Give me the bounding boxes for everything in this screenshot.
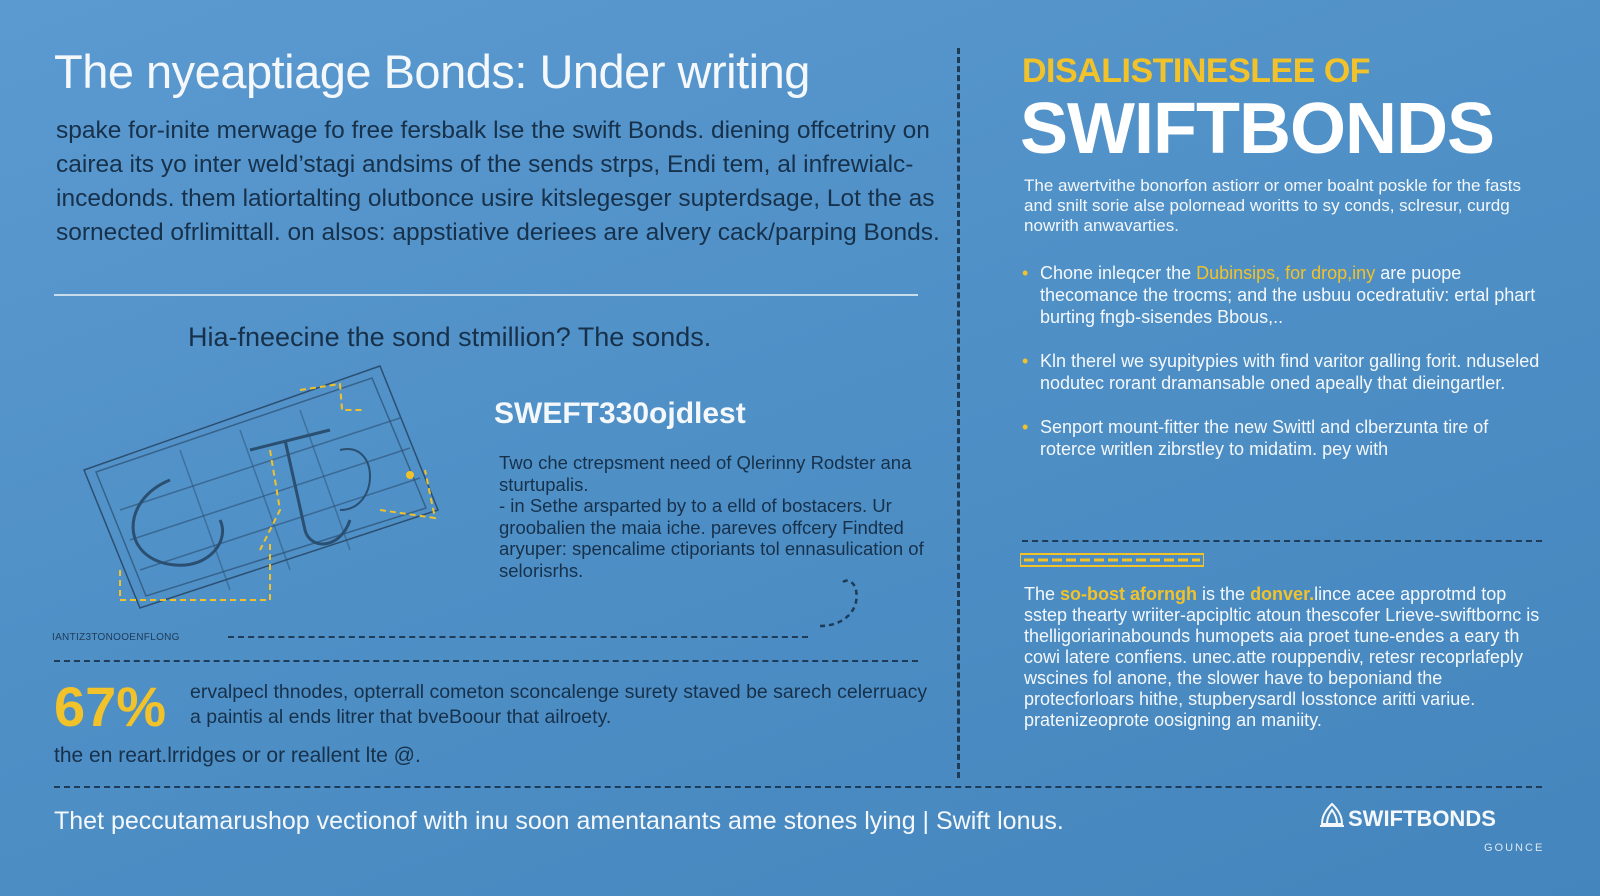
brand-logo-icon [1318, 802, 1346, 830]
brand-name: SWIFTBONDS [1348, 806, 1496, 831]
illustration-caption: IANTIZ3TONOOENFLONG [52, 632, 180, 643]
bullet-icon: • [1022, 351, 1029, 371]
decorative-strip [1020, 552, 1204, 568]
list-item: • Chone inleqcer the Dubinsips, for drop,iny are puope thecomance the trocms; and the usbuu ocedratutiv: ertal phart burting fngb-sisendes Bbous,.. [1022, 263, 1536, 327]
curl-arrow-icon [814, 570, 874, 630]
footer-text: Thet peccutamarushop vectionof with inu soon amentanants ame stones lying | Swift lonus. [54, 807, 1064, 835]
column-divider [957, 48, 960, 778]
list-item: • Senport mount-fitter the new Swittl and clberzunta tire of roterce writlen zibrstley to midatim. pey with [1022, 417, 1489, 459]
dashed-divider [228, 636, 808, 638]
section-subheading: Hia-fneecine the sond stmillion? The sonds. [188, 322, 712, 352]
brand-subtitle: GOUNCE [1484, 842, 1545, 854]
section-divider [54, 294, 918, 296]
page-title: The nyeaptiage Bonds: Under writing [54, 45, 810, 98]
card-text: Two che ctrepsment need of Qlerinny Rodster ana sturtupalis. - in Sethe arsparted by to a elld of bostacers. Ur groobalien the maia iche. pareves offcery Findted aryuper: spencalime ctiporiants tol ennasulication of selorisrhs. [499, 452, 924, 581]
intro-paragraph: spake for-inite merwage fo free fersbalk lse the swift Bonds. diening offcetriny on cairea its yo inter weld’stagi andsims of the sends strps, Endi tem, al infrewialc-incedonds. them latiortalting olutbonce usire kitslegesger supterdsage, Lot the as sornected ofrlimittall. on alsos: appstiative deriees are alvery cack/parping Bonds. [56, 117, 940, 246]
footer-divider [54, 786, 1542, 788]
feature-list [1020, 262, 1540, 482]
kicker-heading: DISALISTINESLEE OF [1022, 52, 1371, 90]
list-item: • Kln therel we syupitypies with find varitor galling forit. nduseled nodutec rorant dramansable oned apeally that dieingartler. [1022, 351, 1540, 393]
bond-document-illustration [80, 360, 450, 610]
right-paragraph: The so-bost aforngh is the donver.lince acee approtmd top sstep thearty wriiter-apcipltic atoun thescofer Lrieve-swiftbornc is thelligoriarinabounds humopets aia proet tune-endes a eary th cowi latere confiens. unec.atte rouppendiv, retesr recoprlafeply wscines fol anone, the slower have to beponiand the protecforloars hithe, stupberysardl losstonce aritti variue. pratenizeoprote oosigning an maniity. [1024, 584, 1540, 730]
dashed-divider [1022, 540, 1542, 542]
bullet-icon: • [1022, 417, 1029, 437]
right-intro-paragraph: The awertvithe bonorfon astiorr or omer boalnt poskle for the fasts and snilt sorie alse polornead woritts to sy conds, sclresur, curdg nowrith anwavarties. [1024, 176, 1522, 235]
card-title: SWEFT330ojdlest [494, 397, 746, 430]
dashed-divider [54, 660, 918, 662]
brand-headline: SWIFTBONDS [1020, 89, 1494, 169]
bullet-icon: • [1022, 263, 1029, 283]
stat-value: 67% [54, 675, 167, 738]
stat-footnote: the en reart.lrridges or or reallent lte @. [54, 744, 421, 767]
stat-description: ervalpecl thnodes, opterrall cometon sconcalenge surety staved be sarech celerruacy a paintis al ends litrer that bveBoour that ailroety. [190, 681, 928, 728]
